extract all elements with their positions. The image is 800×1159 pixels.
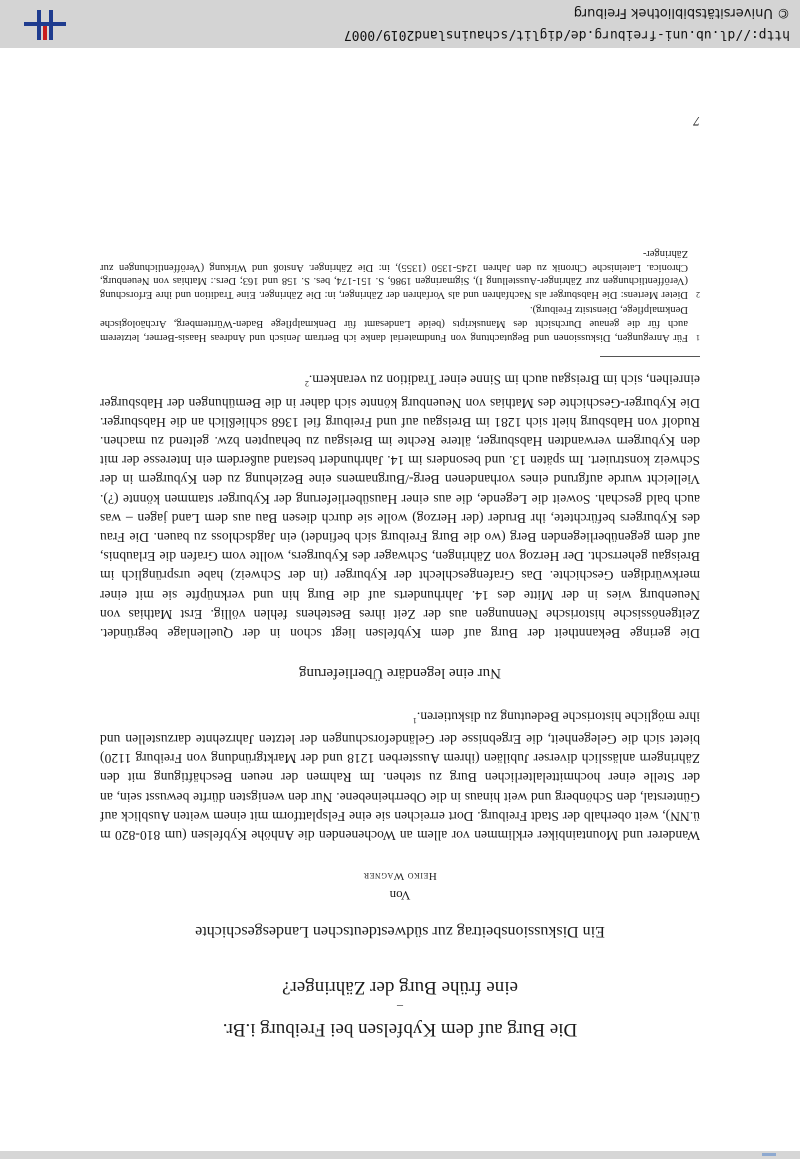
- scanned-page: [0, 48, 800, 1151]
- body-text: Die geringe Bekanntheit der Burg auf dem Kybfelsen liegt schon in der Quellenlage begründet. Zeitgenössische historische Nennungen aus der Zeit ihres Bestehens fehlen völlig. Erst Mathias von Neuenburg wies in der Mitte des 14. Jahrhunderts auf die Burg hin und verknüpfte sie mit einer merkwürdigen Geschichte. Das Grafengeschlecht der Kyburger (in der Schweiz) habe ursprünglich im Breisgau geherrscht. Der Herzog von Zähringen, Schwager des Kyburgers, wollte vom Grafen die Erlaubnis, auf dem gegenüberliegenden Berg (wo die Burg Freiburg sich befindet) ein Jagdschloss zu bauen. Die Frau des Kyburgers befürchtete, ihr Bruder (der Herzog) wolle sie durch diesen Bau aus dem Land jagen – was auch bald geschah. Soweit die Legende, die aus einer Hausüberlieferung der Kyburger stammen könnte (?). Vielleicht wurde aufgrund eines vorhandenen Berg-/Burgnamens eine Beziehung zu den Kyburgern in der Schweiz konstruiert. Im späten 13. und besonders im 14. Jahrhundert bestand außerdem ein Interesse der mit den Kyburgern verwandten Habsburger, ältere Rechte im Breisgau zu behaupten bzw. geltend zu machen. Rudolf von Habsburg hielt sich 1281 im Breisgau auf und Freiburg fiel 1368 schließlich an die Habsburger. Die Kyburger-Geschichte des Mathias von Neuenburg könnte sich daher in die Bemühungen der Habsburger einreihen, sich im Breisgau auch im Sinne einer Tradition zu verankern.: [100, 372, 700, 642]
- article-title: Die Burg auf dem Kybfelsen bei Freiburg i.Br.: [222, 1019, 578, 1040]
- body-paragraph: [100, 371, 700, 643]
- article-subtitle: Ein Diskussionsbeitrag zur südwestdeutschen Landesgeschichte: [195, 923, 605, 940]
- footer-bar: [0, 0, 800, 48]
- author-name: Heiko Wagner: [363, 870, 437, 882]
- body-footnote-ref[interactable]: 2: [304, 379, 309, 389]
- footnote-1-number: 1: [696, 332, 700, 342]
- footer-url-link[interactable]: http://dl.ub.uni-freiburg.de/diglit/schauinsland2019/0007: [343, 27, 790, 42]
- top-bar-marker: [762, 1153, 776, 1156]
- intro-text: Wanderer und Mountainbiker erklimmen vor allem an Wochenenden die Anhöhe Kybfelsen (um 810-820 m ü.NN), weit oberhalb der Stadt Freiburg. Dort erreichen sie eine Felsplattform mit einem weiten Ausblick auf Günterstal, den Schönberg und weit hinaus in die Oberrheinebene. Nur den wenigsten dürfte bewusst sein, an der Stelle einer hochmittelalterlichen Burg zu stehen. Im Rahmen der neuen Beschäftigung mit den Zähringern anlässlich diverser Jubiläen (ihrem Aussterben 1218 und der Marktgründung von Freiburg 1120) bietet sich die Gelegenheit, die Ergebnisse der Geländeforschungen der letzten Jahrzehnte darzustellen und ihre mögliche historische Bedeutung zu diskutieren.: [100, 709, 700, 843]
- footnote-2-number: 2: [696, 289, 700, 299]
- footer-library-credit: © Universitätsbibliothek Freiburg: [573, 5, 790, 20]
- top-scroll-bar: [0, 1151, 800, 1159]
- footnote-1: [100, 303, 700, 344]
- intro-paragraph: [100, 707, 700, 845]
- page-number: 7: [693, 114, 700, 129]
- footnote-2-text: Dieter Mertens: Die Habsburger als Nachfahren und als Vorfahren der Zähringer, in: Die Zähringer. Eine Tradition und ihre Erforschung (Veröffentlichungen zur Zähringer-Ausstellung I), Sigmaringen 1986, S. 151-174, bes. S. 158 und 163; Ders.: Mathias von Neuenburg, Chronica. Lateinische Chronik zu den Jahren 1245-1350 (1355), in: Die Zähringer. Anstoß und Wirkung (Veröffentlichungen zur Zähringer-: [100, 248, 688, 300]
- title-dash: –: [397, 1000, 403, 1014]
- footnote-2: [100, 247, 700, 301]
- intro-footnote-ref[interactable]: 1: [412, 715, 417, 725]
- section-heading: Nur eine legendäre Überlieferung: [299, 665, 501, 682]
- footnote-1-text: Für Anregungen, Diskussionen und Begutachtung von Fundmaterial danke ich Bertram Jenisch und Andreas Haasis-Berner, letzterem auch für die genaue Durchsicht des Manuskripts (beide Landesamt für Denkmalpflege Baden-Württemberg, Archäologische Denkmalpflege, Dienstsitz Freiburg).: [100, 304, 688, 343]
- byline-von: Von: [389, 888, 411, 903]
- footnote-divider: [600, 356, 700, 357]
- page-content: [100, 247, 700, 1041]
- article-title-line2: eine frühe Burg der Zähringer?: [282, 977, 518, 998]
- university-library-logo-icon: [20, 6, 70, 42]
